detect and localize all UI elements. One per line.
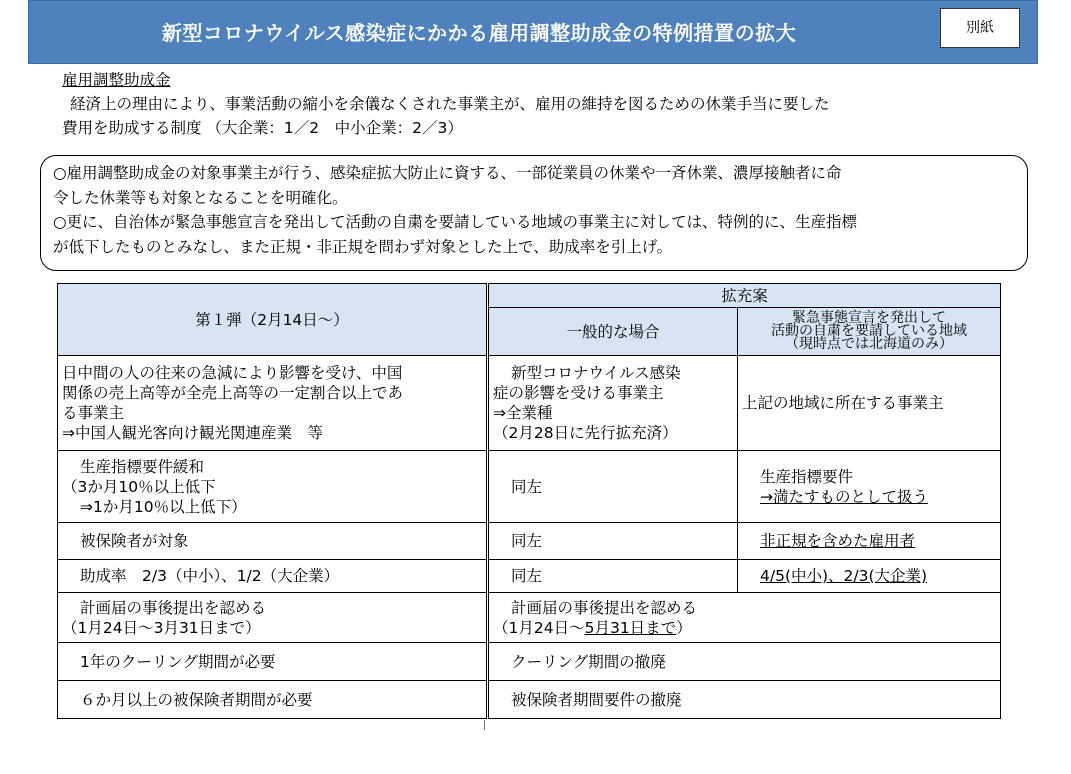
header-general-case: 一般的な場合 — [488, 308, 738, 356]
cell-line: （1月24日～3月31日まで） — [62, 618, 261, 637]
cell-line: 被保険者が対象 — [80, 532, 189, 550]
notice-box — [40, 155, 1028, 271]
cell-line: 1年のクーリング期間が必要 — [80, 652, 276, 671]
cell-line: る事業主 — [62, 404, 125, 422]
intro-description-line1: 経済上の理由により、事業活動の縮小を余儀なくされた事業主が、雇用の維持を図るための休業手当に要した — [70, 95, 830, 113]
cell-line: 同左 — [511, 567, 543, 585]
cell-emergency-rate — [738, 560, 1001, 593]
divider-mark — [484, 720, 485, 730]
table-row-eligibility — [58, 356, 1001, 451]
cell-first-production — [58, 451, 488, 523]
notice-line: ○雇用調整助成金の対象事業主が行う、感染症拡大防止に資する、一部従業員の休業や一斉休業、濃厚接触者に命 — [53, 164, 842, 182]
cell-line: 4/5(中小)、2/3(大企業) — [760, 567, 928, 585]
cell-line: →満たすものとして扱う — [760, 487, 928, 506]
cell-general-production — [488, 451, 738, 523]
cell-first-insured — [58, 523, 488, 560]
notice-line: 令した休業等も対象となることを明確化。 — [53, 188, 348, 207]
cell-line: 同左 — [511, 477, 543, 496]
table-row-plan-submission — [58, 593, 1001, 643]
cell-line: ６か月以上の被保険者期間が必要 — [80, 690, 313, 709]
cell-line: （3か月10％以上低下 — [62, 477, 216, 496]
cell-emergency-eligibility: 上記の地域に所在する事業主 — [738, 356, 1001, 451]
notice-line: が低下したものとみなし、また正規・非正規を問わず対象とした上で、助成率を引上げ。 — [53, 237, 673, 256]
cell-emergency-production — [738, 451, 1001, 523]
comparison-table-wrapper — [57, 283, 1001, 719]
table-row-production-indicator — [58, 451, 1001, 523]
cell-first-rate — [58, 560, 488, 593]
cell-line: 新型コロナウイルス感染 — [511, 364, 681, 382]
header-emergency-line3: （現時点では北海道のみ） — [785, 336, 953, 352]
header-first-phase: 第１弾（2月14日～） — [58, 284, 488, 356]
cell-line: クーリング期間の撤廃 — [511, 652, 666, 671]
cell-first-plan — [58, 593, 488, 643]
cell-general-insured — [488, 523, 738, 560]
cell-first-insured-period — [58, 681, 488, 719]
table-row-cooling-period — [58, 643, 1001, 681]
cell-line: 助成率 2/3（中小）、1/2（大企業） — [80, 567, 340, 585]
cell-line: 日中間の人の往来の急減により影響を受け、中国 — [62, 364, 403, 382]
header-emergency-area — [738, 308, 1001, 356]
attachment-label: 別紙 — [940, 8, 1020, 48]
cell-line: 非正規を含めた雇用者 — [760, 532, 916, 550]
cell-text-underlined: 5月31日まで — [584, 618, 677, 637]
intro-description-line2: 費用を助成する制度 （大企業：1／2 中小企業：2／3） — [62, 119, 463, 137]
cell-line: ⇒1か月10％以上低下） — [80, 497, 247, 516]
cell-expansion-plan — [488, 593, 1001, 643]
header-emergency-line2: 活動の自粛を要請している地域 — [771, 323, 967, 339]
table-row-insured-period — [58, 681, 1001, 719]
cell-expansion-cooling — [488, 643, 1001, 681]
table-row-insured — [58, 523, 1001, 560]
cell-emergency-insured — [738, 523, 1001, 560]
notice-line: ○更に、自治体が緊急事態宣言を発出して活動の自粛を要請している地域の事業主に対しては、特例的に、生産指標 — [53, 213, 858, 231]
cell-line: 症の影響を受ける事業主 — [493, 384, 664, 402]
cell-line: （2月28日に先行拡充済） — [493, 424, 678, 442]
comparison-table — [57, 283, 1001, 719]
intro-section — [62, 68, 830, 140]
cell-first-cooling — [58, 643, 488, 681]
cell-first-eligibility — [58, 356, 488, 451]
cell-expansion-insured-period — [488, 681, 1001, 719]
cell-line: ⇒中国人観光客向け観光関連産業 等 — [62, 424, 323, 442]
cell-line: ⇒全業種 — [493, 404, 553, 422]
header-emergency-line1: 緊急事態宣言を発出して — [792, 310, 946, 326]
cell-line — [493, 618, 996, 638]
table-row-subsidy-rate — [58, 560, 1001, 593]
cell-text: （1月24日～ — [493, 618, 585, 637]
cell-line: 生産指標要件緩和 — [80, 457, 205, 476]
cell-line: 関係の売上高等が全売上高等の一定割合以上であ — [62, 384, 404, 402]
cell-line: 同左 — [511, 532, 543, 550]
intro-heading: 雇用調整助成金 — [62, 71, 171, 89]
cell-general-eligibility — [488, 356, 738, 451]
header-expansion: 拡充案 — [488, 284, 1001, 308]
cell-line: 計画届の事後提出を認める — [511, 598, 698, 617]
cell-line: 生産指標要件 — [760, 467, 854, 486]
cell-text: ） — [676, 618, 692, 637]
cell-line: 被保険者期間要件の撤廃 — [511, 690, 682, 709]
cell-general-rate — [488, 560, 738, 593]
title-banner — [28, 0, 1038, 64]
page-title: 新型コロナウイルス感染症にかかる雇用調整助成金の特例措置の拡大 — [161, 21, 797, 45]
cell-line: 計画届の事後提出を認める — [80, 598, 267, 617]
